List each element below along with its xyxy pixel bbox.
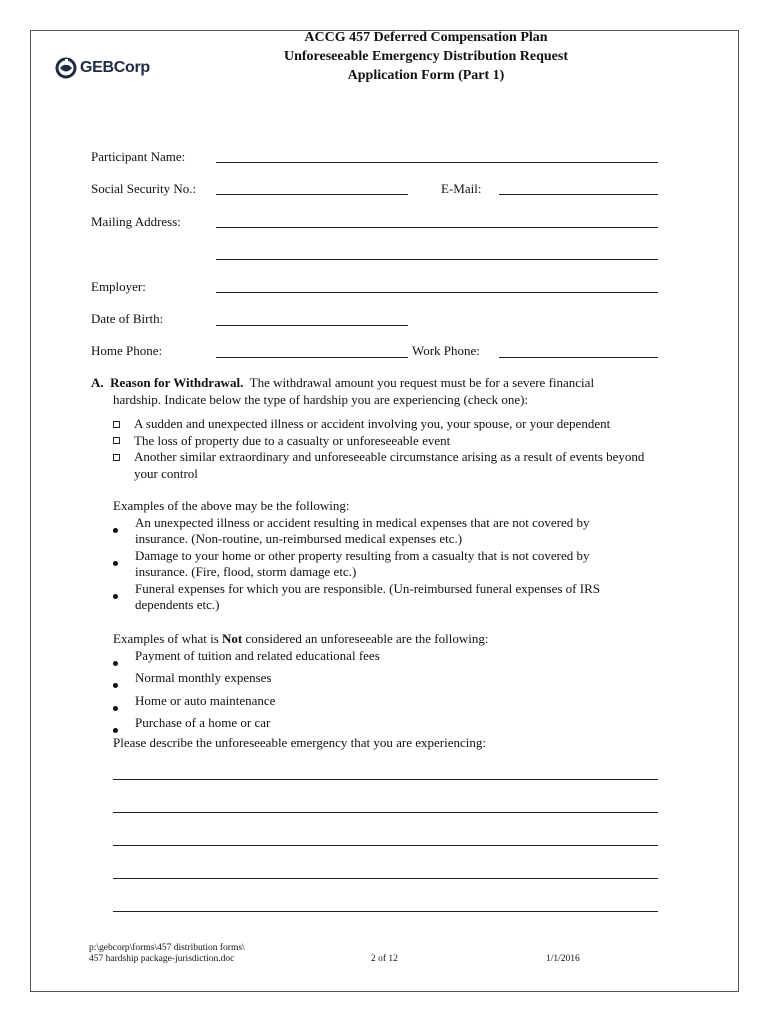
example-item-1: An unexpected illness or accident resulting in medical expenses that are not covered by insurance. (Non-routine, un-reimbursed medical expenses etc.) xyxy=(113,515,713,548)
hardship-checkbox-1[interactable] xyxy=(113,421,120,428)
participant-name-field[interactable] xyxy=(216,162,658,163)
examples-block xyxy=(113,498,713,614)
dob-field[interactable] xyxy=(216,325,408,326)
mailing-address-field-2[interactable] xyxy=(216,259,658,260)
description-line-4[interactable] xyxy=(113,878,658,879)
not-example-item-4: Purchase of a home or car xyxy=(113,715,713,738)
footer-page-number: 2 of 12 xyxy=(371,954,398,964)
participant-name-label: Participant Name: xyxy=(91,149,186,164)
footer-path xyxy=(89,943,245,965)
ssn-label: Social Security No.: xyxy=(91,181,197,196)
describe-prompt: Please describe the unforeseeable emergency that you are experiencing: xyxy=(113,735,486,750)
footer-path-2: 457 hardship package-jurisdiction.doc xyxy=(89,954,235,964)
work-phone-field[interactable] xyxy=(499,357,658,358)
dob-label: Date of Birth: xyxy=(91,311,164,326)
title-line-1: ACCG 457 Deferred Compensation Plan xyxy=(304,30,548,45)
section-a-letter: A. xyxy=(91,375,104,390)
bullet-icon xyxy=(113,661,118,666)
not-example-item-2: Normal monthly expenses xyxy=(113,670,713,693)
email-label: E-Mail: xyxy=(441,181,482,196)
page-title xyxy=(31,28,770,85)
title-line-3: Application Form (Part 1) xyxy=(347,68,505,83)
employer-label: Employer: xyxy=(91,279,146,294)
employer-field[interactable] xyxy=(216,292,658,293)
hardship-options xyxy=(113,416,713,482)
bullet-icon xyxy=(113,683,118,688)
document-page xyxy=(30,30,739,992)
logo-text: GEBCorp xyxy=(80,59,150,76)
section-a-intro-2: hardship. Indicate below the type of hardship you are experiencing (check one): xyxy=(113,391,529,407)
footer-path-1: p:\gebcorp\forms\457 distribution forms\ xyxy=(89,943,245,953)
not-examples-heading: Examples of what is Not considered an unforeseeable are the following: xyxy=(113,631,489,646)
title-line-2: Unforeseeable Emergency Distribution Request xyxy=(284,49,568,64)
example-item-2: Damage to your home or other property resulting from a casualty that is not covered by insurance. (Fire, flood, storm damage etc.) xyxy=(113,548,713,581)
hardship-option-2: The loss of property due to a casualty or unforeseeable event xyxy=(113,433,713,450)
not-example-item-3: Home or auto maintenance xyxy=(113,693,713,716)
ssn-field[interactable] xyxy=(216,194,408,195)
mailing-address-label: Mailing Address: xyxy=(91,214,181,229)
section-a-intro-1: The withdrawal amount you request must be for a severe financial xyxy=(249,375,595,390)
examples-heading: Examples of the above may be the following: xyxy=(113,498,350,513)
home-phone-field[interactable] xyxy=(216,357,408,358)
description-line-2[interactable] xyxy=(113,812,658,813)
hardship-option-1: A sudden and unexpected illness or accident involving you, your spouse, or your dependent xyxy=(113,416,713,433)
hardship-option-3: Another similar extraordinary and unforeseeable circumstance arising as a result of events beyond xyxy=(113,449,713,466)
section-a-intro xyxy=(91,375,691,408)
mailing-address-field-1[interactable] xyxy=(216,227,658,228)
not-examples-block xyxy=(113,631,713,738)
bullet-icon xyxy=(113,706,118,711)
hardship-checkbox-3[interactable] xyxy=(113,454,120,461)
section-a-heading: Reason for Withdrawal. xyxy=(110,375,244,390)
bullet-icon xyxy=(113,594,118,599)
example-item-3: Funeral expenses for which you are responsible. (Un-reimbursed funeral expenses of IRS dependents etc.) xyxy=(113,581,713,614)
email-field[interactable] xyxy=(499,194,658,195)
not-example-item-1: Payment of tuition and related educational fees xyxy=(113,648,713,671)
bullet-icon xyxy=(113,561,118,566)
hardship-checkbox-2[interactable] xyxy=(113,437,120,444)
work-phone-label: Work Phone: xyxy=(412,343,480,358)
description-line-3[interactable] xyxy=(113,845,658,846)
description-line-1[interactable] xyxy=(113,779,658,780)
description-line-5[interactable] xyxy=(113,911,658,912)
hardship-option-3-cont: your control xyxy=(134,465,198,481)
bullet-icon xyxy=(113,728,118,733)
bullet-icon xyxy=(113,528,118,533)
home-phone-label: Home Phone: xyxy=(91,343,163,358)
footer-date: 1/1/2016 xyxy=(546,954,580,964)
